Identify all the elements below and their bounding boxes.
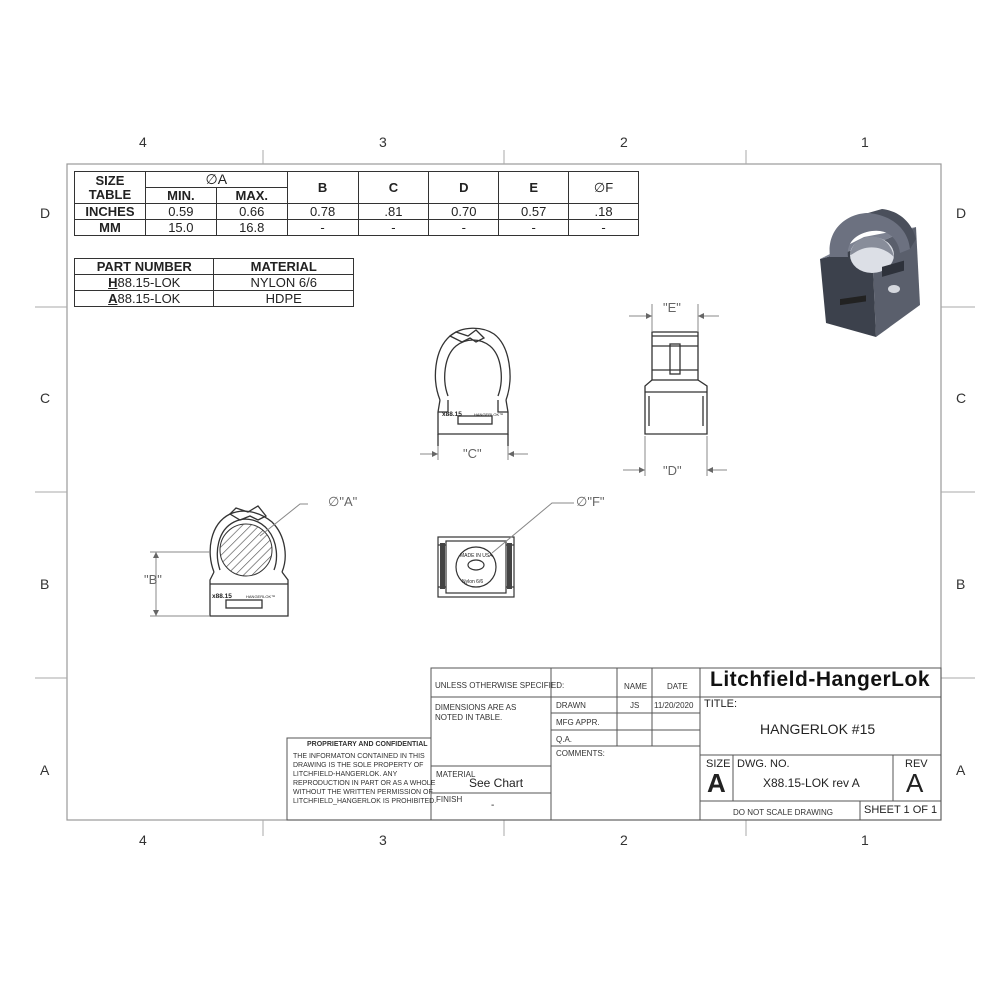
size-table-cell: - (499, 220, 569, 236)
zone-col-4-bottom: 4 (139, 832, 147, 848)
proprietary-line: THE INFORMATON CONTAINED IN THIS (293, 753, 425, 760)
proprietary-line: DRAWING IS THE SOLE PROPERTY OF (293, 762, 424, 769)
proprietary-line: REPRODUCTION IN PART OR AS A WHOLE (293, 780, 436, 787)
size-table-cell: 0.78 (287, 204, 358, 220)
part-number-suffix: 88.15-LOK (117, 291, 181, 306)
front-model-mark: x88.15 (442, 411, 462, 418)
zone-row-b-left: B (40, 576, 50, 592)
made-in-mark: MADE IN USA (460, 553, 493, 559)
title-label: TITLE: (704, 698, 738, 710)
size-table-header-dia-f: ∅F (569, 172, 639, 204)
date-header: DATE (667, 682, 688, 691)
nylon-mark: Nylon 6/6 (462, 579, 484, 585)
size-table-cell: MM (75, 220, 146, 236)
part-number-suffix: 88.15-LOK (117, 275, 181, 290)
size-table-cell: INCHES (75, 204, 146, 220)
drawn-name: JS (630, 701, 640, 710)
size-table-header-min: MIN. (145, 188, 216, 204)
part-number-prefix: A (108, 291, 118, 306)
section-model-mark: x88.15 (212, 593, 232, 600)
size-table-header-b: B (287, 172, 358, 204)
zone-col-4-top: 4 (139, 134, 147, 150)
size-table-header-max: MAX. (216, 188, 287, 204)
proprietary-line: LITCHFIELD_HANGERLOK IS PROHIBITED. (293, 798, 437, 805)
drawn-label: DRAWN (556, 701, 586, 710)
size-table-cell: .18 (569, 204, 639, 220)
name-header: NAME (624, 682, 648, 691)
size-table-cell: - (287, 220, 358, 236)
zone-col-1-bottom: 1 (861, 832, 869, 848)
zone-row-d-left: D (40, 205, 51, 221)
zone-row-c-right: C (956, 390, 967, 406)
drawing-title: HANGERLOK #15 (760, 721, 876, 737)
zone-col-2-bottom: 2 (620, 832, 628, 848)
dimension-c-label: "C" (463, 446, 482, 461)
zone-row-b-right: B (956, 576, 966, 592)
size-table-cell: - (429, 220, 499, 236)
zone-row-d-right: D (956, 205, 967, 221)
size-table-header-size: SIZE TABLE (75, 172, 146, 204)
comments-label: COMMENTS: (556, 749, 605, 758)
size-table-header-e: E (499, 172, 569, 204)
size-table-header-dia-a: ∅A (145, 172, 287, 188)
material-value: See Chart (469, 776, 524, 790)
unless-specified-label: UNLESS OTHERWISE SPECIFIED: (435, 681, 565, 690)
size-table-cell: - (569, 220, 639, 236)
size-table-cell: 0.66 (216, 204, 287, 220)
company-name: Litchfield-HangerLok (710, 668, 931, 691)
material-cell: HDPE (214, 291, 354, 307)
part-table-header-part: PART NUMBER (75, 259, 214, 275)
drawn-date: 11/20/2020 (654, 701, 694, 710)
zone-col-3-top: 3 (379, 134, 387, 150)
dimension-d-label: "D" (663, 463, 682, 478)
dwg-no-label: DWG. NO. (737, 758, 790, 770)
part-number-prefix: H (108, 275, 118, 290)
size-table-header-d: D (429, 172, 499, 204)
zone-row-c-left: C (40, 390, 51, 406)
front-brand-mark: HANGERLOK™ (474, 412, 504, 417)
finish-label: FINISH (436, 795, 463, 804)
zone-row-a-left: A (40, 762, 50, 778)
qa-label: Q.A. (556, 735, 573, 744)
size-table-cell: 16.8 (216, 220, 287, 236)
sheet-number: SHEET 1 OF 1 (864, 804, 938, 816)
zone-col-2-top: 2 (620, 134, 628, 150)
size-value: A (707, 768, 726, 798)
dimension-dia-a-label: ∅"A" (328, 494, 358, 509)
size-table-cell: - (358, 220, 429, 236)
dimensions-note: DIMENSIONS ARE AS NOTED IN TABLE. (435, 703, 517, 722)
size-table-cell: 15.0 (145, 220, 216, 236)
size-table-header-c: C (358, 172, 429, 204)
zone-col-1-top: 1 (861, 134, 869, 150)
dimension-dia-f-label: ∅"F" (576, 494, 605, 509)
zone-col-3-bottom: 3 (379, 832, 387, 848)
part-table-header-material: MATERIAL (214, 259, 354, 275)
zone-row-a-right: A (956, 762, 966, 778)
dimension-b-label: "B" (144, 572, 162, 587)
section-brand-mark: HANGERLOK™ (246, 594, 276, 599)
dwg-no-value: X88.15-LOK rev A (763, 776, 860, 790)
size-table-cell: .81 (358, 204, 429, 220)
rev-value: A (906, 768, 924, 798)
proprietary-title: PROPRIETARY AND CONFIDENTIAL (307, 741, 428, 748)
do-not-scale-note: DO NOT SCALE DRAWING (733, 808, 834, 817)
material-label: MATERIAL (436, 770, 476, 779)
size-table-cell: 0.59 (145, 204, 216, 220)
mfg-appr-label: MFG APPR. (556, 718, 600, 727)
finish-value: - (491, 800, 495, 811)
size-table-cell: 0.70 (429, 204, 499, 220)
rev-label: REV (905, 758, 928, 770)
proprietary-line: WITHOUT THE WRITTEN PERMISSION OF (293, 789, 433, 796)
proprietary-line: LITCHFIELD-HANGERLOK. ANY (293, 771, 398, 778)
size-table-cell: 0.57 (499, 204, 569, 220)
material-cell: NYLON 6/6 (214, 275, 354, 291)
dimension-e-label: "E" (663, 300, 681, 315)
size-label: SIZE (706, 758, 731, 770)
